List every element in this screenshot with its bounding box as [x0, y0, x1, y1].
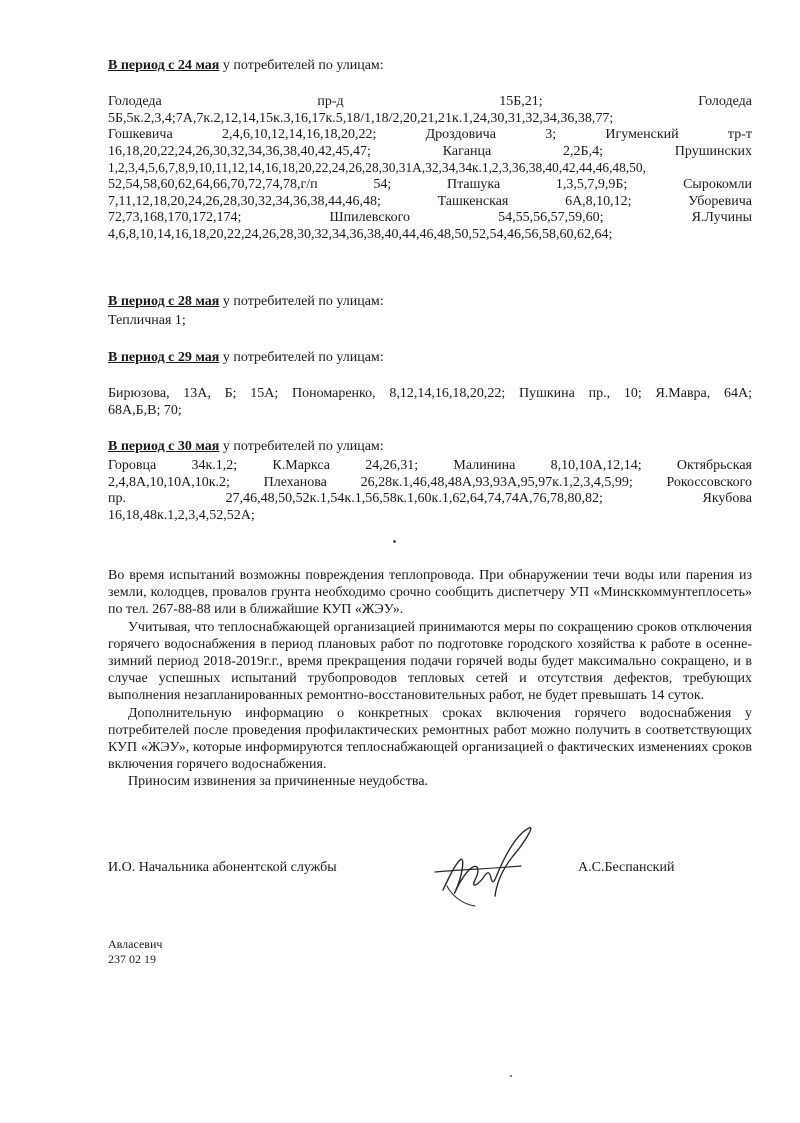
street-line: 1,2,3,4,5,6,7,8,9,10,11,12,14,16,18,20,22,24,26,28,30,31А,32,34,34к.1,2,3,36,38,40,42,44,46,48,50,: [108, 160, 646, 176]
street-line: пр. 27,46,48,50,52к.1,54к.1,56,58к.1,60к.1,62,64,74,74А,76,78,80,82; Якубова: [108, 491, 752, 507]
section-streets-30-may: [108, 458, 752, 524]
period-suffix: у потребителей по улицам:: [219, 294, 384, 309]
period-label: В период с 24 мая: [108, 58, 220, 73]
section-streets-28-may: [108, 313, 752, 330]
street-line: Тепличная 1;: [108, 313, 186, 328]
period-label: В период с 29 мая: [108, 350, 220, 365]
paragraph-apology: Приносим извинения за причиненные неудобства.: [128, 774, 429, 790]
executor-phone: 237 02 19: [108, 952, 156, 966]
scan-speck: [510, 1075, 512, 1077]
street-line: 7,11,12,18,20,24,26,28,30,32,34,36,38,44,46,48; Ташкенская 6А,8,10,12; Уборевича: [108, 193, 752, 209]
notice-paragraphs: [108, 567, 752, 791]
street-line: Горовца 34к.1,2; К.Маркса 24,26,31; Малинина 8,10,10А,12,14; Октябрьская: [108, 458, 752, 473]
street-line: 2,4,8А,10,10А,10к.2; Плеханова 26,28к.1,46,48,48А,93,93А,95,97к.1,2,3,4,5,99; Рокоссовского: [108, 474, 752, 490]
paragraph-additional-info: Дополнительную информацию о конкретных сроках включения горячего водоснабжения у потребителей после проведения профилактических ремонтных работ можно получить в соответствующих КУП «ЖЭУ», которые информируются теплоснабжающей организацией о фактических изменениях сроков включения горячего водоснабжения.: [108, 705, 752, 773]
section-streets-24-may: [108, 94, 752, 243]
section-heading-28-may: [108, 294, 752, 311]
street-line: 4,6,8,10,14,16,18,20,22,24,26,28,30,32,34,36,38,40,44,46,48,50,52,54,46,56,58,60,62,64;: [108, 226, 613, 242]
street-line: 68А,Б,В; 70;: [108, 402, 182, 418]
paragraph-measures: Учитывая, что теплоснабжающей организацией принимаются меры по сокращению сроков отключения горячего водоснабжения в период плановых работ по подготовке городского хозяйства к работе в осенне-зимний период 2018-2019г.г., время прекращения подачи горячей воды будет максимально сокращено, и в случае успешных испытаний трубопроводов тепловых сетей и отсутствия дефектов, требующих выполнения незапланированных ремонтно-восстановительных работ, не будет превышать 14 суток.: [108, 619, 752, 704]
section-heading-24-may: [108, 58, 752, 75]
scan-speck: [393, 540, 396, 543]
street-line: 16,18,48к.1,2,3,4,52,52А;: [108, 507, 255, 523]
street-line: 5Б,5к.2,3,4;7А,7к.2,12,14,15к.3,16,17к.5,18/1,18/2,20,21,21к.1,24,30,31,32,34,36,38,77;: [108, 110, 614, 126]
section-streets-29-may: [108, 386, 752, 419]
paragraph-damage-warning: Во время испытаний возможны повреждения теплопровода. При обнаружении течи воды или парения из земли, колодцев, провалов грунта необходимо срочно сообщить диспетчеру УП «Минсккоммунтеплосеть» по тел. 267-88-88 или в ближайшие КУП «ЖЭУ».: [108, 568, 752, 618]
period-suffix: у потребителей по улицам:: [219, 350, 384, 365]
executor-name: Авласевич: [108, 937, 163, 951]
section-heading-30-may: [108, 439, 752, 456]
street-line: 16,18,20,22,24,26,30,32,34,36,38,40,42,45,47; Каганца 2,2Б,4; Прушинских: [108, 143, 752, 159]
handwritten-signature: [425, 820, 545, 910]
street-line: Гошкевича 2,4,6,10,12,14,16,18,20,22; Дроздовича 3; Игуменский тр-т: [108, 127, 752, 143]
period-label: В период с 28 мая: [108, 294, 220, 309]
section-heading-29-may: [108, 350, 752, 367]
street-line: Бирюзова, 13А, Б; 15А; Пономаренко, 8,12,14,16,18,20,22; Пушкина пр., 10; Я.Мавра, 64А;: [108, 386, 752, 401]
executor-info: [108, 937, 162, 967]
street-line: 72,73,168,170,172,174; Шпилевского 54,55,56,57,59,60; Я.Лучины: [108, 210, 752, 226]
period-suffix: у потребителей по улицам:: [219, 58, 384, 73]
street-line: 52,54,58,60,62,64,66,70,72,74,78,г/п 54; Пташука 1,3,5,7,9,9Б; Сырокомли: [108, 176, 752, 192]
signatory-position: И.О. Начальника абонентской службы: [108, 860, 337, 875]
period-suffix: у потребителей по улицам:: [219, 439, 384, 454]
signatory-name: А.С.Беспанский: [578, 860, 675, 875]
street-line: Голодеда пр-д 15Б,21; Голодеда: [108, 94, 752, 109]
period-label: В период с 30 мая: [108, 439, 220, 454]
